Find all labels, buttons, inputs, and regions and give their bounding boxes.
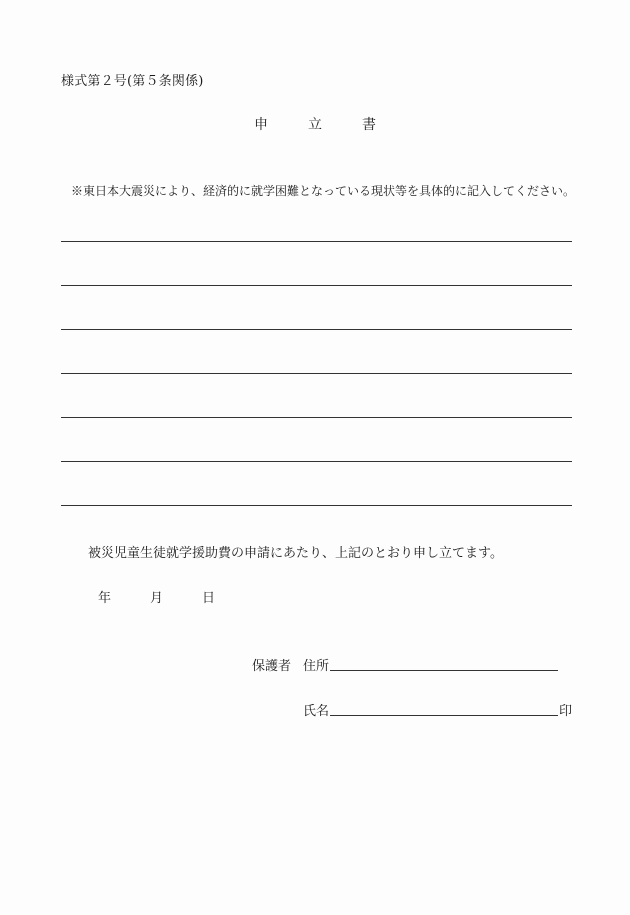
writing-line[interactable] bbox=[61, 505, 572, 506]
date-row bbox=[98, 587, 215, 606]
month-label: 月 bbox=[150, 591, 164, 606]
writing-line[interactable] bbox=[61, 329, 572, 373]
writing-area[interactable] bbox=[61, 241, 572, 506]
title-char-2: 立 bbox=[308, 117, 322, 133]
address-label: 住所 bbox=[303, 659, 330, 674]
name-label: 氏名 bbox=[303, 704, 330, 719]
address-field[interactable] bbox=[330, 670, 558, 671]
writing-line[interactable] bbox=[61, 373, 572, 417]
writing-line[interactable] bbox=[61, 285, 572, 329]
title-char-1: 申 bbox=[254, 117, 268, 133]
title-char-3: 書 bbox=[362, 117, 376, 133]
name-field[interactable] bbox=[330, 715, 558, 716]
writing-line[interactable] bbox=[61, 417, 572, 461]
declaration-text: 被災児童生徒就学援助費の申請にあたり、上記のとおり申し立てます。 bbox=[88, 546, 503, 561]
writing-line[interactable] bbox=[61, 241, 572, 285]
year-label: 年 bbox=[98, 591, 112, 606]
instruction-text: ※東日本大震災により、経済的に就学困難となっている現状等を具体的に記入してください。 bbox=[71, 184, 576, 198]
document-title bbox=[0, 114, 630, 134]
seal-label: 印 bbox=[559, 704, 573, 719]
guardian-label: 保護者 bbox=[252, 659, 292, 674]
form-number: 様式第２号(第５条関係) bbox=[61, 74, 204, 89]
writing-line[interactable] bbox=[61, 461, 572, 505]
day-label: 日 bbox=[202, 591, 216, 606]
